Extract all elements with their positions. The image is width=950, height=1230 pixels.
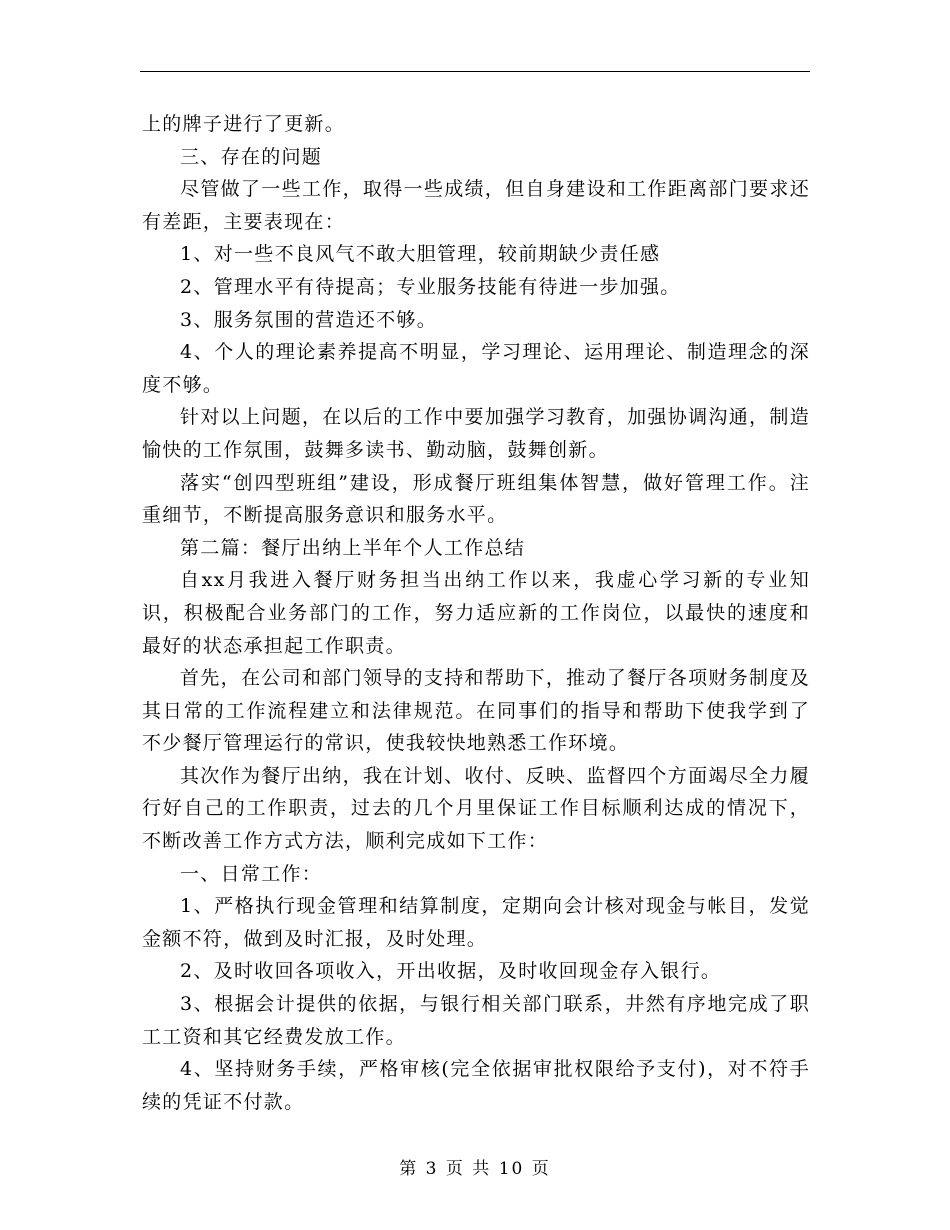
paragraph: 2、及时收回各项收入，开出收据，及时收回现金存入银行。: [180, 960, 722, 983]
paragraph: 落实“创四型班组”建设，形成餐厅班组集体智慧，做好管理工作。注重细节，不断提高服务意识和服务水平。: [142, 471, 810, 527]
paragraph: 4、坚持财务手续，严格审核(完全依据审批权限给予支付)，对不符手续的凭证不付款。: [142, 1058, 810, 1113]
header-rule: [140, 71, 810, 72]
paragraph: 首先，在公司和部门领导的支持和帮助下，推动了餐厅各项财务制度及其日常的工作流程建立和法律规范。在同事们的指导和帮助下使我学到了不少餐厅管理运行的常识，使我较快地熟悉工作环境。: [142, 667, 810, 755]
paragraph: 其次作为餐厅出纳，我在计划、收付、反映、监督四个方面竭尽全力履行好自己的工作职责，过去的几个月里保证工作目标顺利达成的情况下，不断改善工作方式方法，顺利完成如下工作：: [142, 764, 810, 853]
page-footer: 第 3 页 共 10 页: [399, 1159, 551, 1179]
paragraph: 1、严格执行现金管理和结算制度，定期向会计核对现金与帐目，发觉金额不符，做到及时汇报，及时处理。: [142, 895, 810, 950]
paragraph: 一、日常工作：: [180, 862, 323, 885]
paragraph: 3、服务氛围的营造还不够。: [180, 308, 437, 331]
paragraph: 针对以上问题，在以后的工作中要加强学习教育，加强协调沟通，制造愉快的工作氛围，鼓舞多读书、勤动脑，鼓舞创新。: [142, 406, 810, 461]
document-body: [142, 108, 810, 1118]
paragraph: 1、对一些不良风气不敢大胆管理，较前期缺少责任感: [180, 243, 661, 266]
paragraph: 2、管理水平有待提高；专业服务技能有待进一步加强。: [180, 275, 681, 298]
paragraph: 尽管做了一些工作，取得一些成绩，但自身建设和工作距离部门要求还有差距，主要表现在：: [142, 178, 810, 233]
paragraph: 第二篇：餐厅出纳上半年个人工作总结: [180, 536, 526, 559]
paragraph: 上的牌子进行了更新。: [142, 113, 346, 135]
paragraph: 3、根据会计提供的依据，与银行相关部门联系，井然有序地完成了职工工资和其它经费发放工作。: [142, 993, 810, 1048]
paragraph: 4、个人的理论素养提高不明显，学习理论、运用理论、制造理念的深度不够。: [142, 341, 810, 396]
paragraph: 自xx月我进入餐厅财务担当出纳工作以来，我虚心学习新的专业知识，积极配合业务部门的工作，努力适应新的工作岗位，以最快的速度和最好的状态承担起工作职责。: [142, 569, 810, 657]
paragraph: 三、存在的问题: [180, 145, 323, 168]
